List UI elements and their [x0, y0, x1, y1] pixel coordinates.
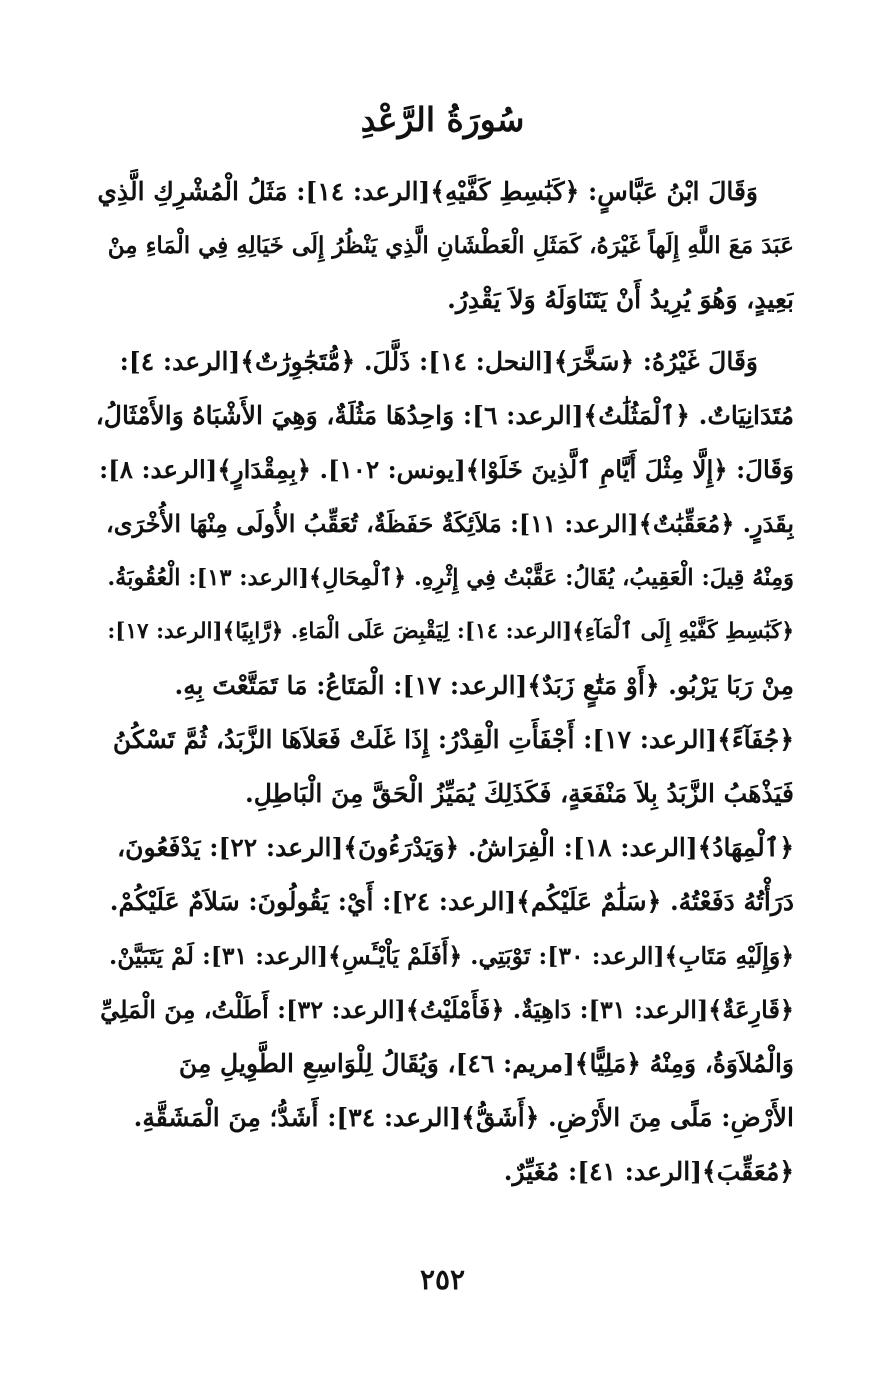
text-line: ﴿مُعَقِّبَ﴾[الرعد: ٤١]: مُغَيِّرٌ.	[503, 1157, 794, 1186]
text-line: ﴿ٱلْمِهَادُ﴾[الرعد: ١٨]: الْفِرَاشُ. ﴿وَيَدْرَءُونَ﴾[الرعد: ٢٢]: يَدْفَعُونَ،	[117, 833, 794, 862]
text-line: ﴿كَبَٰسِطِ كَفَّيْهِ إِلَى ٱلْمَآءِ﴾[الرعد: ١٤]: لِيَقْبِضَ عَلَى الْمَاءِ. ﴿رَّابِيًا﴾[الرعد: ١٧]:	[107, 619, 794, 644]
text-line: وَقَالَ غَيْرُهُ: ﴿سَخَّرَ﴾[النحل: ١٤]: ذَلَّلَ. ﴿مُّتَجَٰوِرَٰتٌ﴾[الرعد: ٤]:	[119, 347, 758, 376]
text-line: فَيَذْهَبُ الزَّبَدُ بِلاَ مَنْفَعَةٍ، فَكَذَلِكَ يُمَيِّزُ الْحَقَّ مِنَ الْبَاطِلِ.	[245, 779, 794, 808]
text-line: مِنْ رَبَا يَرْبُو. ﴿أَوْ مَتَٰعٍ زَبَدٌ﴾[الرعد: ١٧]: الْمَتَاعُ: مَا تَمَتَّعْتَ بِهِ.	[174, 671, 794, 700]
paragraph-gap	[96, 327, 794, 335]
paragraph-1	[96, 165, 794, 327]
text-line: وَقَالَ ابْنُ عَبَّاسٍ: ﴿كَبَٰسِطِ كَفَّيْهِ﴾[الرعد: ١٤]: مَثَلُ الْمُشْرِكِ الَّذِي	[97, 177, 758, 206]
text-line: بَعِيدٍ، وَهُوَ يُرِيدُ أَنْ يَتَنَاوَلَهُ وَلاَ يَقْدِرُ.	[447, 285, 794, 314]
text-line: الأَرْضِ: مَلًى مِنَ الأَرْضِ. ﴿أَشَقُّ﴾[الرعد: ٣٤]: أَشَدُّ؛ مِنَ الْمَشَقَّةِ.	[133, 1103, 794, 1132]
page-number: ٢٥٢	[419, 1263, 466, 1296]
page-body	[96, 165, 794, 1199]
text-line: دَرَأْتُهُ دَفَعْتُهُ. ﴿سَلَٰمٌ عَلَيْكُم﴾[الرعد: ٢٤]: أَيْ: يَقُولُونَ: سَلاَمٌ عَلَيْكُمْ.	[109, 887, 794, 916]
text-line: بِقَدَرٍ. ﴿مُعَقِّبَٰتٌ﴾[الرعد: ١١]: مَلاَئِكَةٌ حَفَظَةٌ، تُعَقِّبُ الأُولَى مِنْهَا الأُخْرَى،	[106, 509, 794, 538]
text-line: عَبَدَ مَعَ اللَّهِ إِلَهاً غَيْرَهُ، كَمَثَلِ الْعَطْشَانِ الَّذِي يَنْظُرُ إِلَى خَيَالِهِ فِي الْمَاءِ مِنْ	[107, 232, 794, 259]
text-line: ﴿جُفَآءً﴾[الرعد: ١٧]: أَجْفَأَتِ الْقِدْرُ: إِذَا غَلَتْ فَعَلاَهَا الزَّبَدُ، ثُمَّ تَسْكُنُ	[112, 725, 794, 754]
text-line: مُتَدَانِيَاتٌ. ﴿ٱلْمَثُلَٰتُ﴾[الرعد: ٦]: وَاحِدُهَا مَثُلَةٌ، وَهِيَ الأَشْبَاهُ وَالأَمْثَالُ،	[96, 401, 794, 430]
paragraph-2	[96, 335, 794, 1199]
text-line: وَالْمُلاَوَةُ، وَمِنْهُ ﴿مَلِيًّا﴾[مريم: ٤٦]، وَيُقَالُ لِلْوَاسِعِ الطَّوِيلِ مِنَ	[178, 1049, 794, 1078]
text-line: ﴿وَإِلَيْهِ مَتَابِ﴾[الرعد: ٣٠]: تَوْبَتِي. ﴿أَفَلَمْ يَاْيْـَٔسِ﴾[الرعد: ٣١]: لَمْ يَتَبَيَّنْ.	[109, 942, 794, 970]
text-line: وَقَالَ: ﴿إِلَّا مِثْلَ أَيَّامِ ٱلَّذِينَ خَلَوْا﴾[يونس: ١٠٢]. ﴿بِمِقْدَارٍ﴾[الرعد: ٨]:	[99, 455, 794, 484]
text-line: ﴿قَارِعَةٌ﴾[الرعد: ٣١]: دَاهِيَةٌ. ﴿فَأَمْلَيْتُ﴾[الرعد: ٣٢]: أَطَلْتُ، مِنَ الْمَلِيِّ	[100, 995, 794, 1024]
text-line: وَمِنْهُ قِيلَ: الْعَقِيبُ، يُقَالُ: عَقَّبْتُ فِي إِثْرِهِ. ﴿ٱلْمِحَالِ﴾[الرعد: ١٣]: الْعُقُوبَةُ.	[107, 565, 794, 591]
page-title: سُورَةُ الرَّعْدِ	[360, 100, 525, 139]
